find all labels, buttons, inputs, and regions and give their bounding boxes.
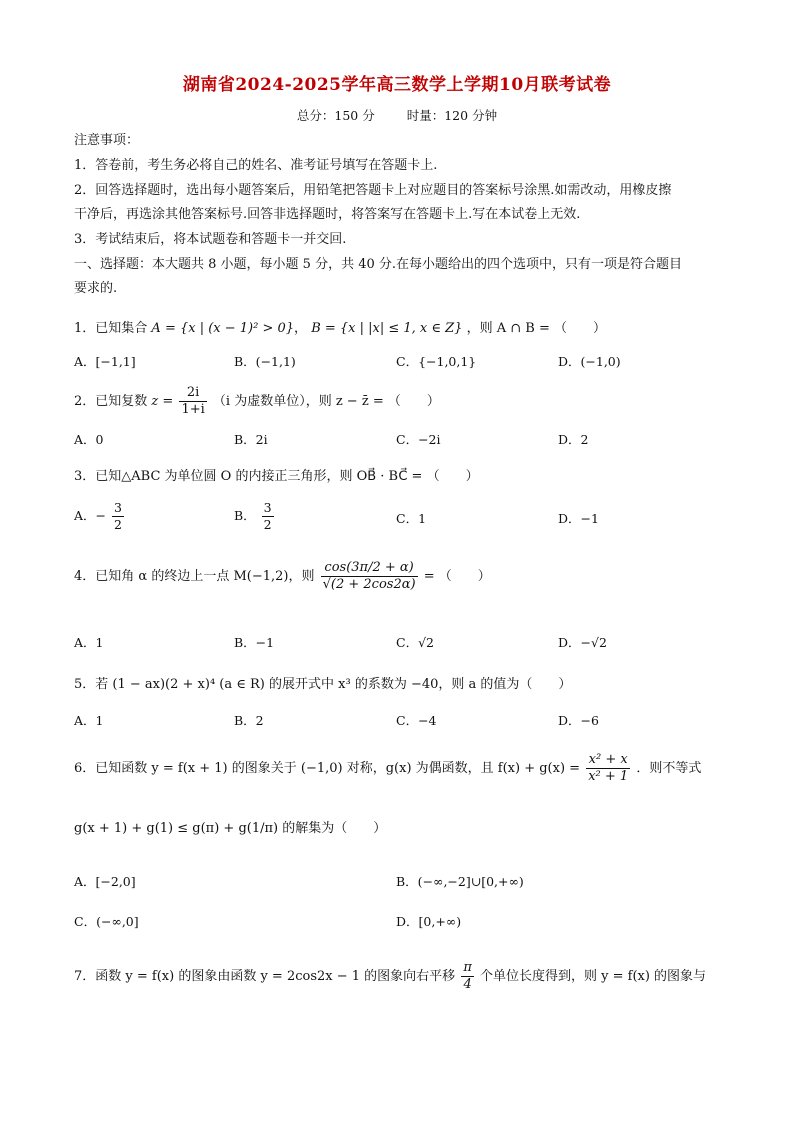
q2-numerator: 2i [179,385,206,402]
q5-options [74,711,734,733]
q3-option-a[interactable] [74,500,126,533]
question-1 [74,318,734,340]
q4-ask: = （ ） [423,569,491,584]
q6-options-row-2 [74,912,734,934]
q3-option-a-num: 3 [114,500,122,515]
note-3: 3．考试结束后，将本试题卷和答题卡一并交回. [74,232,347,247]
q4-numerator: cos(3π/2 + α) [321,560,418,577]
q2-option-d[interactable]: D．2 [558,432,589,447]
q5-option-b[interactable]: B．2 [234,713,264,728]
q7-fraction [461,960,474,993]
q1-ask: ，则 A ∩ B = （ ） [466,321,606,336]
q3-option-b-label: B． [234,508,256,523]
exam-subtitle [0,106,794,124]
q2-options [74,430,734,452]
question-2 [74,385,734,418]
section-1-intro: 一、选择题：本大题共 8 小题，每小题 5 分，共 40 分.在每小题给出的四个选项中，只有一项是符合题目 [74,257,683,272]
section-1-intro-cont: 要求的. [74,281,118,296]
q3-options [74,500,734,540]
q6-stem: 6．已知函数 y = f(x + 1) 的图象关于 (−1,0) 对称，g(x) 为偶函数，且 f(x) + g(x) = [74,761,581,776]
q4-option-b[interactable]: B．−1 [234,635,275,650]
q7-denominator: 4 [463,977,472,992]
q1-comma: ， [294,321,308,336]
q6-option-d[interactable]: D．[0,+∞) [396,914,462,929]
q6-numerator: x² + x [586,752,630,769]
q1-option-b[interactable]: B．(−1,1) [234,354,296,369]
q3-option-b-fraction [262,500,274,533]
q5-option-c[interactable]: C．−4 [396,713,437,728]
question-5: 5．若 (1 − ax)(2 + x)⁴ (a ∈ R) 的展开式中 x³ 的系数为 −40，则 a 的值为（ ） [74,677,572,692]
q1-set-b: B = {x | |x| ≤ 1, x ∈ Z} [311,321,463,336]
notes-heading: 注意事项： [74,133,140,148]
q2-option-c[interactable]: C．−2i [396,432,441,447]
q1-option-d[interactable]: D．(−1,0) [558,354,621,369]
q7-numerator: π [463,960,472,975]
q2-option-a[interactable]: A．0 [74,432,104,447]
q3-option-d[interactable]: D．−1 [558,511,599,526]
q4-stem: 4．已知角 α 的终边上一点 M(−1,2)，则 [74,569,315,584]
total-score: 总分：150 分 [296,108,375,123]
q2-ask: （i 为虚数单位），则 z − z̄ = （ ） [212,394,440,409]
question-7 [74,960,734,993]
q4-option-c[interactable]: C．√2 [396,635,434,650]
q6-stem-end: ．则不等式 [636,761,702,776]
q2-lhs: z = [151,394,174,409]
q6-denominator: x² + 1 [588,769,629,784]
q3-option-b[interactable] [234,500,276,533]
q4-fraction [321,560,418,593]
q1-option-c[interactable]: C．{−1,0,1} [396,354,477,369]
question-6-line-2: g(x + 1) + g(1) ≤ g(π) + g(1/π) 的解集为（ ） [74,821,387,836]
q1-option-a[interactable]: A．[−1,1] [74,354,136,369]
q3-option-b-num: 3 [263,500,272,515]
exam-title: 湖南省2024-2025学年高三数学上学期10月联考试卷 [182,75,612,95]
q1-set-a: A = {x | (x − 1)² > 0} [151,321,295,336]
q3-option-a-den: 2 [114,517,122,532]
q6-options-row-1 [74,872,734,894]
q4-option-a[interactable]: A．1 [74,635,104,650]
q2-stem: 2．已知复数 [74,394,148,409]
q3-option-b-den: 2 [263,517,272,532]
q2-fraction [179,385,206,418]
q4-option-d[interactable]: D．−√2 [558,635,607,650]
q1-stem: 1．已知集合 [74,321,148,336]
question-3: 3．已知△ABC 为单位圆 O 的内接正三角形，则 OB⃗ · BC⃗ = （ ） [74,469,479,484]
note-2a: 2．回答选择题时，选出每小题答案后，用铅笔把答题卡上对应题目的答案标号涂黑.如需改动，用橡皮擦 [74,183,672,198]
q4-options [74,633,734,655]
question-4 [74,560,734,593]
q1-options [74,352,734,374]
q6-option-a[interactable]: A．[−2,0] [74,874,136,889]
q3-option-c[interactable]: C．1 [396,511,427,526]
question-6 [74,752,734,785]
q4-denominator: √(2 + 2cos2α) [322,577,416,592]
q6-option-b[interactable]: B．(−∞,−2]∪[0,+∞) [396,874,524,889]
q6-option-c[interactable]: C．(−∞,0] [74,914,139,929]
time-limit: 时量：120 分钟 [406,108,498,123]
note-1: 1．答卷前，考生务必将自己的姓名、准考证号填写在答题卡上. [74,158,438,173]
note-2b: 干净后，再选涂其他答案标号.回答非选择题时，将答案写在答题卡上.写在本试卷上无效. [74,207,581,222]
q2-denominator: 1+i [181,402,205,417]
q6-fraction [586,752,630,785]
q3-option-a-label: A．− [74,508,107,523]
q7-stem-end: 个单位长度得到，则 y = f(x) 的图象与 [480,969,707,984]
q5-option-a[interactable]: A．1 [74,713,104,728]
q5-option-d[interactable]: D．−6 [558,713,599,728]
q3-option-a-fraction [112,500,124,533]
q7-stem: 7．函数 y = f(x) 的图象由函数 y = 2cos2x − 1 的图象向右平移 [74,969,456,984]
q2-option-b[interactable]: B．2i [234,432,268,447]
